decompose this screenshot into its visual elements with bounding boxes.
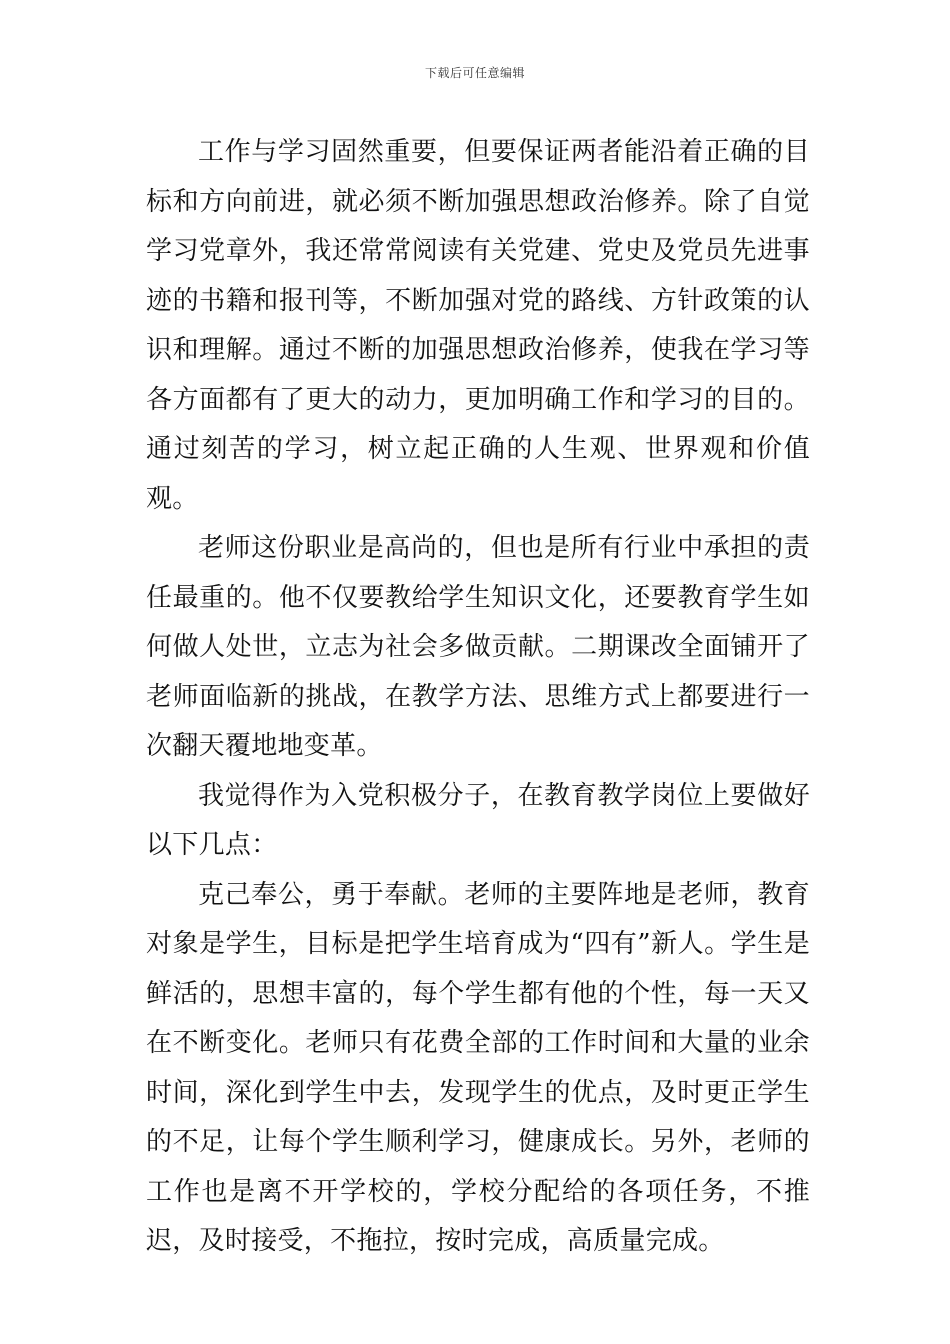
paragraph-2: 老师这份职业是高尚的，但也是所有行业中承担的责任最重的。他不仅要教给学生知识文化，还要教育学生如何做人处世，立志为社会多做贡献。二期课改全面铺开了老师面临新的挑战，在教学方法、思维方式上都要进行一次翻天覆地地变革。	[146, 533, 810, 761]
page-header: 下载后可任意编辑	[424, 66, 525, 80]
paragraph-4: 克己奉公，勇于奉献。老师的主要阵地是老师，教育对象是学生，目标是把学生培育成为“四有”新人。学生是鲜活的，思想丰富的，每个学生都有他的个性，每一天又在不断变化。老师只有花费全部的工作时间和大量的业余时间，深化到学生中去，发现学生的优点，及时更正学生的不足，让每个学生顺利学习，健康成长。另外，老师的工作也是离不开学校的，学校分配给的各项任务，不推迟，及时接受，不拖拉，按时完成，高质量完成。	[146, 879, 810, 1256]
document-body	[146, 128, 810, 1267]
paragraph-1: 工作与学习固然重要，但要保证两者能沿着正确的目标和方向前进，就必须不断加强思想政治修养。除了自觉学习党章外，我还常常阅读有关党建、党史及党员先进事迹的书籍和报刊等，不断加强对党的路线、方针政策的认识和理解。通过不断的加强思想政治修养，使我在学习等各方面都有了更大的动力，更加明确工作和学习的目的。通过刻苦的学习，树立起正确的人生观、世界观和价值观。	[146, 137, 810, 514]
paragraph-3: 我觉得作为入党积极分子，在教育教学岗位上要做好以下几点：	[146, 780, 810, 860]
